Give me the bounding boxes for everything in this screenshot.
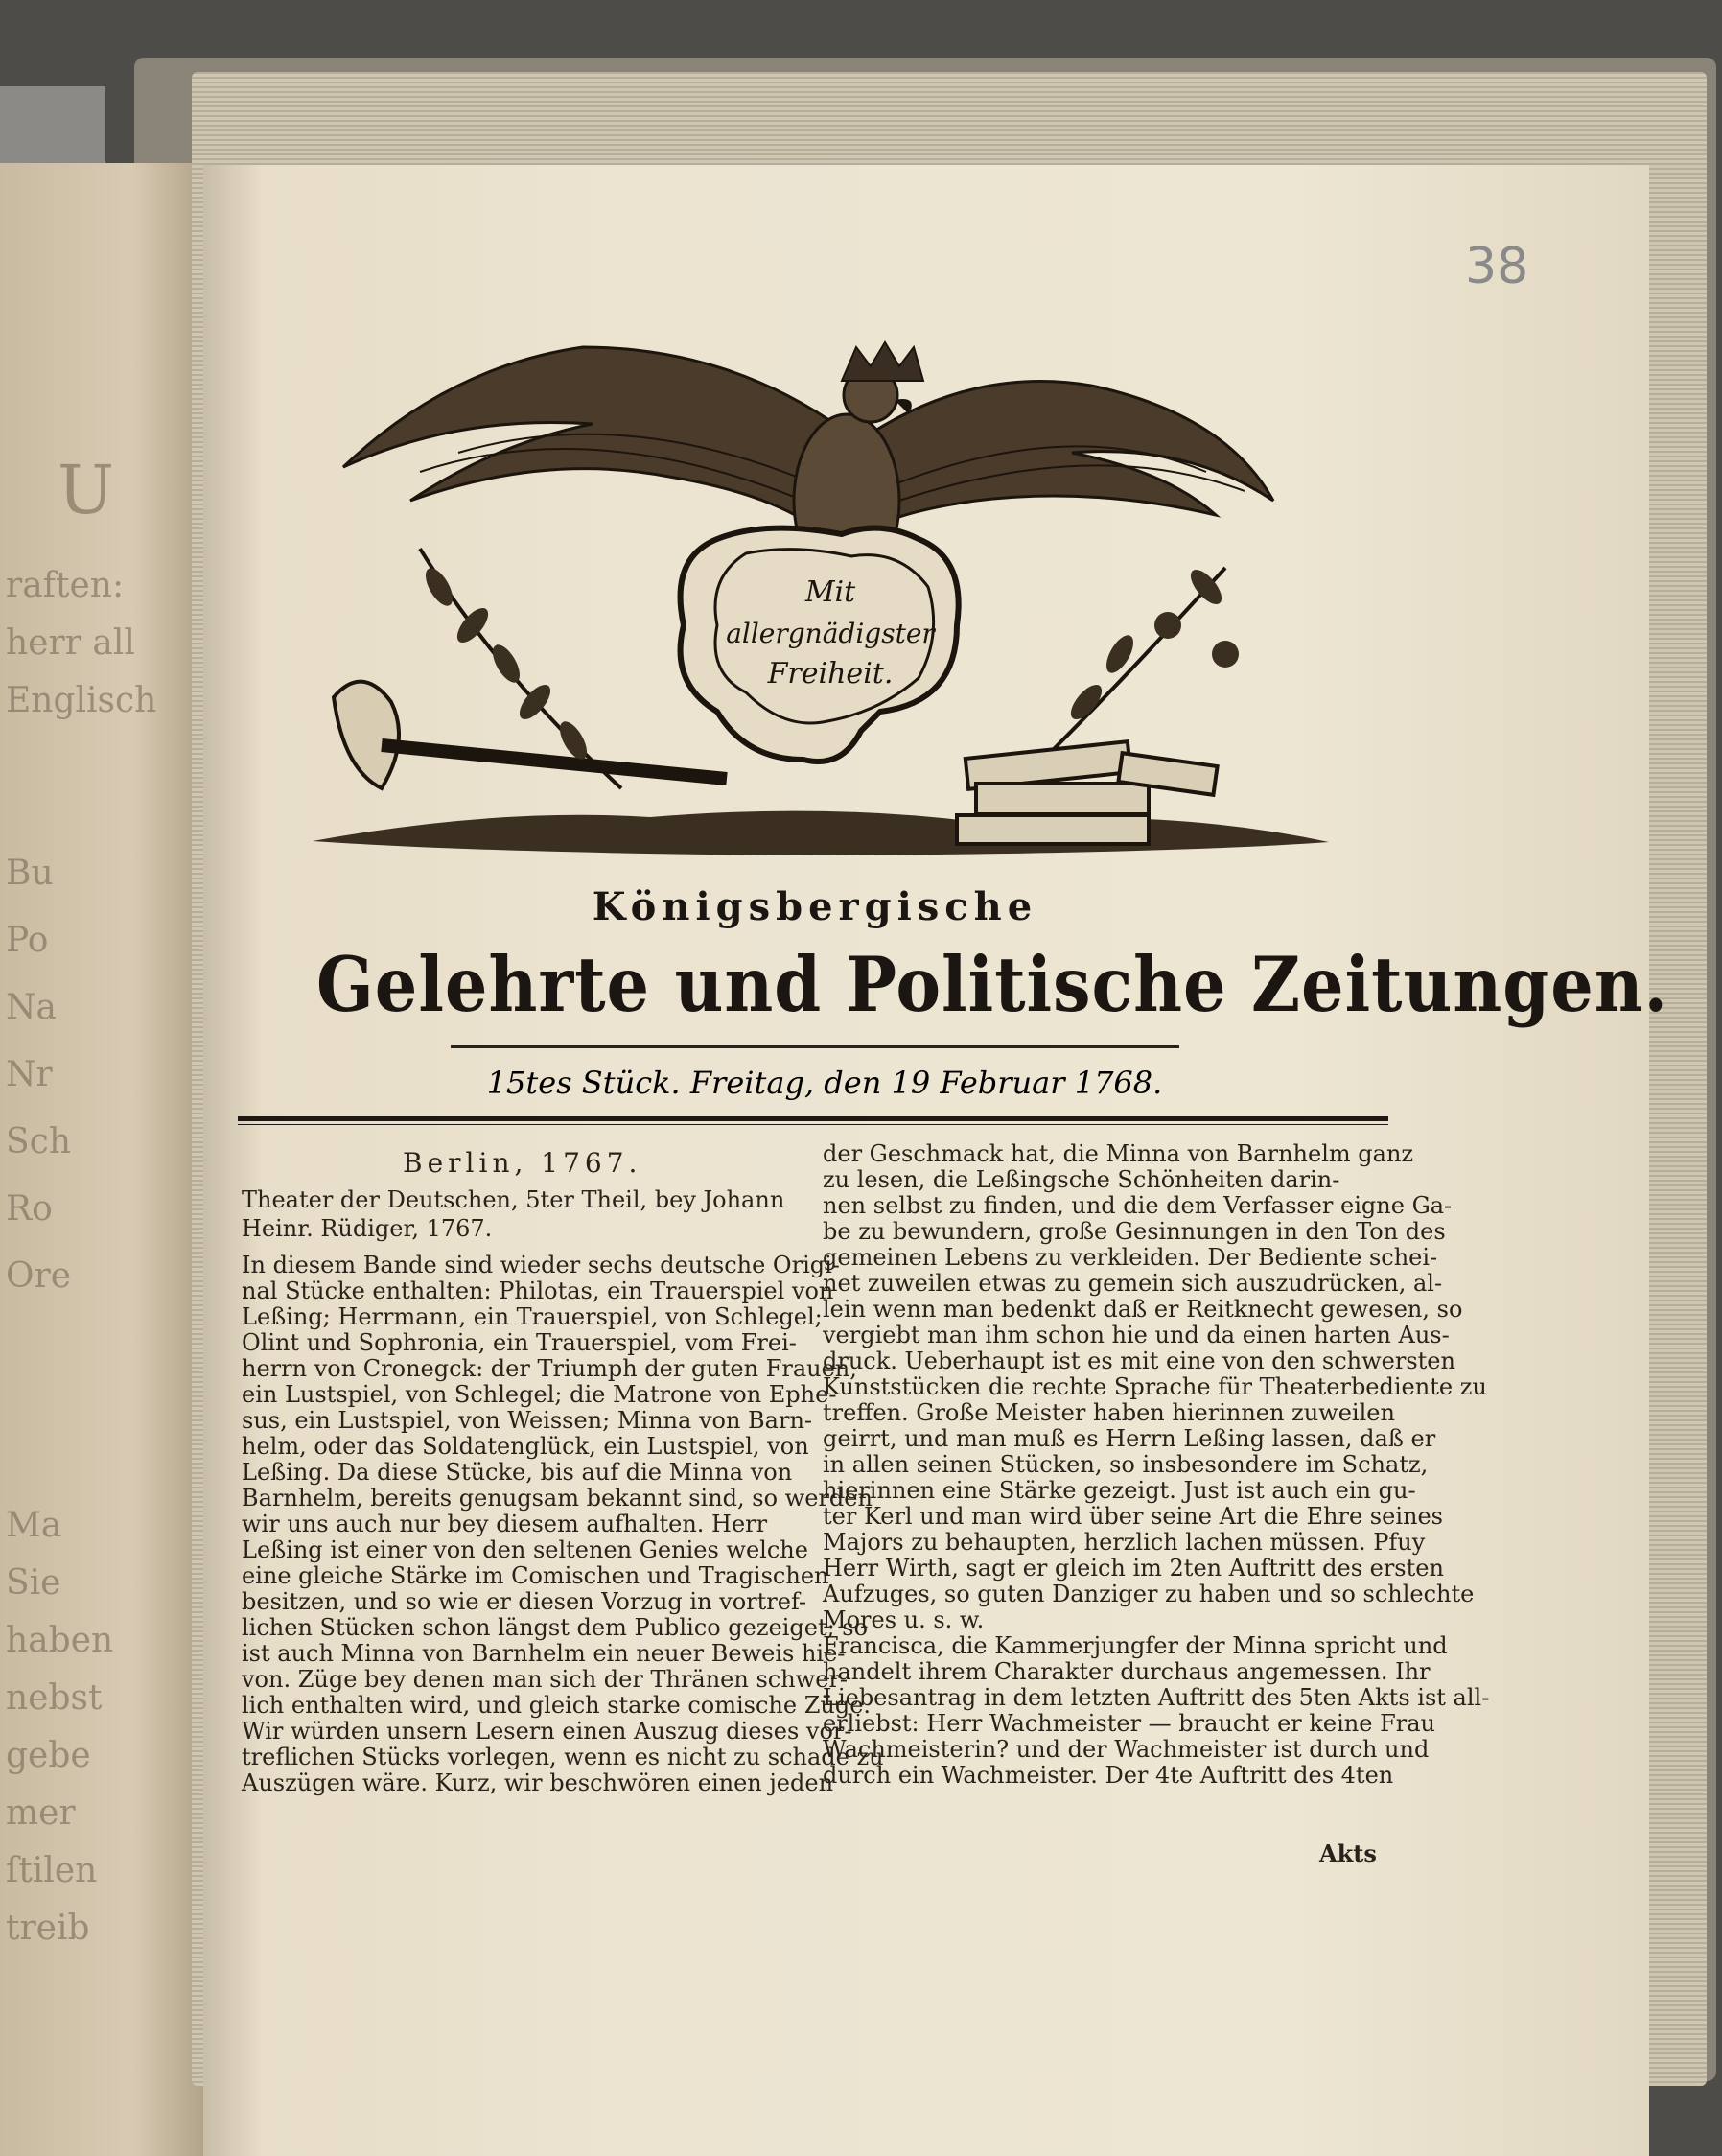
text-line: treflichen Stücks vorlegen, wenn es nicht zu schade zu [242,1744,884,1770]
header-rule-thin [238,1124,1388,1125]
book-title [242,1185,805,1243]
book-title-line: Theater der Deutschen, 5ter Theil, bey Johann [242,1186,785,1213]
text-line: handelt ihrem Charakter durchaus angemessen. Ihr [823,1658,1431,1685]
right-column [823,1140,1490,1789]
text-line: Herr Wirth, sagt er gleich im 2ten Auftritt des ersten [823,1555,1444,1582]
text-line: der Geschmack hat, die Minna von Barnhelm ganz [823,1140,1414,1167]
text-line: Olint und Sophronia, ein Trauerspiel, vom Frei- [242,1329,797,1356]
text-line: Wachmeisterin? und der Wachmeister ist durch und [823,1736,1430,1763]
text-line: Barnhelm, bereits genugsam bekannt sind, so werden [242,1485,873,1512]
text-line: erliebst: Herr Wachmeister — braucht er keine Frau [823,1710,1435,1737]
text-line: geirrt, und man muß es Herrn Leßing lassen, daß er [823,1425,1436,1452]
text-line: wir uns auch nur bey diesem aufhalten. Herr [242,1511,768,1537]
book-title-line: Heinr. Rüdiger, 1767. [242,1215,493,1242]
motto-line-1: Mit [804,575,856,609]
text-line: sus, ein Lustspiel, von Weissen; Minna von Barn- [242,1407,813,1434]
text-line: Leßing ist einer von den seltenen Genies welche [242,1536,808,1563]
dateline: Berlin, 1767. [403,1147,642,1179]
issue-line: 15tes Stück. Freitag, den 19 Februar 1768. [486,1065,1163,1101]
header-rule [238,1116,1388,1121]
text-line: herrn von Cronegck: der Triumph der guten Frauen, [242,1355,857,1382]
text-line: nen selbst zu finden, und die dem Verfasser eigne Ga- [823,1192,1453,1219]
motto-line-2: allergnädigster [726,618,935,649]
text-line: in allen seinen Stücken, so insbesondere im Schatz, [823,1451,1429,1478]
text-line: lich enthalten wird, und gleich starke comische Züge. [242,1692,872,1719]
left-column [242,1252,884,1796]
text-line: durch ein Wachmeister. Der 4te Auftritt des 4ten [823,1762,1394,1789]
text-line: gemeinen Lebens zu verkleiden. Der Bediente schei- [823,1244,1438,1271]
text-line: vergiebt man ihm schon hie und da einen harten Aus- [823,1322,1450,1348]
catchword: Akts [1319,1840,1377,1867]
text-line: ter Kerl und man wird über seine Art die Ehre seines [823,1503,1443,1530]
text-line: nal Stücke enthalten: Philotas, ein Trauerspiel von [242,1277,834,1304]
text-line: Aufzuges, so guten Danziger zu haben und so schlechte [823,1581,1475,1607]
text-line: besitzen, und so wie er diesen Vorzug in vortref- [242,1588,807,1615]
text-line: eine gleiche Stärke im Comischen und Tragischen [242,1562,829,1589]
text-line: helm, oder das Soldatenglück, ein Lustspiel, von [242,1433,809,1460]
text-line: Liebesantrag in dem letzten Auftritt des 5ten Akts ist all- [823,1684,1490,1711]
eagle-emblem [305,309,1335,860]
text-line: lichen Stücken schon längst dem Publico gezeiget; so [242,1614,869,1641]
text-line: Wir würden unsern Lesern einen Auszug dieses vor- [242,1718,852,1745]
text-line: Auszügen wäre. Kurz, wir beschwören einen jeden [242,1769,834,1796]
text-line: Francisca, die Kammerjungfer der Minna spricht und [823,1632,1448,1659]
text-line: druck. Ueberhaupt ist es mit eine von den schwersten [823,1348,1455,1374]
text-line: zu lesen, die Leßingsche Schönheiten darin- [823,1166,1340,1193]
text-line: Leßing. Da diese Stücke, bis auf die Minna von [242,1459,793,1486]
title-rule [451,1045,1179,1048]
text-line: lein wenn man bedenkt daß er Reitknecht gewesen, so [823,1296,1463,1323]
text-line: Majors zu behaupten, herzlich lachen müssen. Pfuy [823,1529,1426,1556]
text-line: Kunststücken die rechte Sprache für Theaterbediente zu [823,1373,1487,1400]
masthead-subtitle: Königsbergische [592,884,1038,929]
text-line: Mores u. s. w. [823,1606,985,1633]
text-line: Leßing; Herrmann, ein Trauerspiel, von Schlegel; [242,1303,823,1330]
facing-page: U raften: herr all Englisch Bu Po Na Nr Sch Ro Ore Ma Sie haben nebst gebe mer ſtilen treib [0,163,221,2156]
text-line: net zuweilen etwas zu gemein sich auszudrücken, al- [823,1270,1443,1297]
text-line: hierinnen eine Stärke gezeigt. Just ist auch ein gu- [823,1477,1416,1504]
page-number: 38 [1465,238,1529,295]
text-line: ein Lustspiel, von Schlegel; die Matrone von Ephe- [242,1381,837,1408]
motto-line-3: Freiheit. [767,657,894,691]
masthead-title: Gelehrte und Politische Zeitungen. [316,940,1669,1029]
text-line: In diesem Bande sind wieder sechs deutsche Origi- [242,1252,840,1278]
text-line: be zu bewundern, große Gesinnungen in den Ton des [823,1218,1446,1245]
text-line: ist auch Minna von Barnhelm ein neuer Beweis hie- [242,1640,846,1667]
text-line: treffen. Große Meister haben hierinnen zuweilen [823,1399,1395,1426]
text-line: von. Züge bey denen man sich der Thränen schwer- [242,1666,848,1693]
